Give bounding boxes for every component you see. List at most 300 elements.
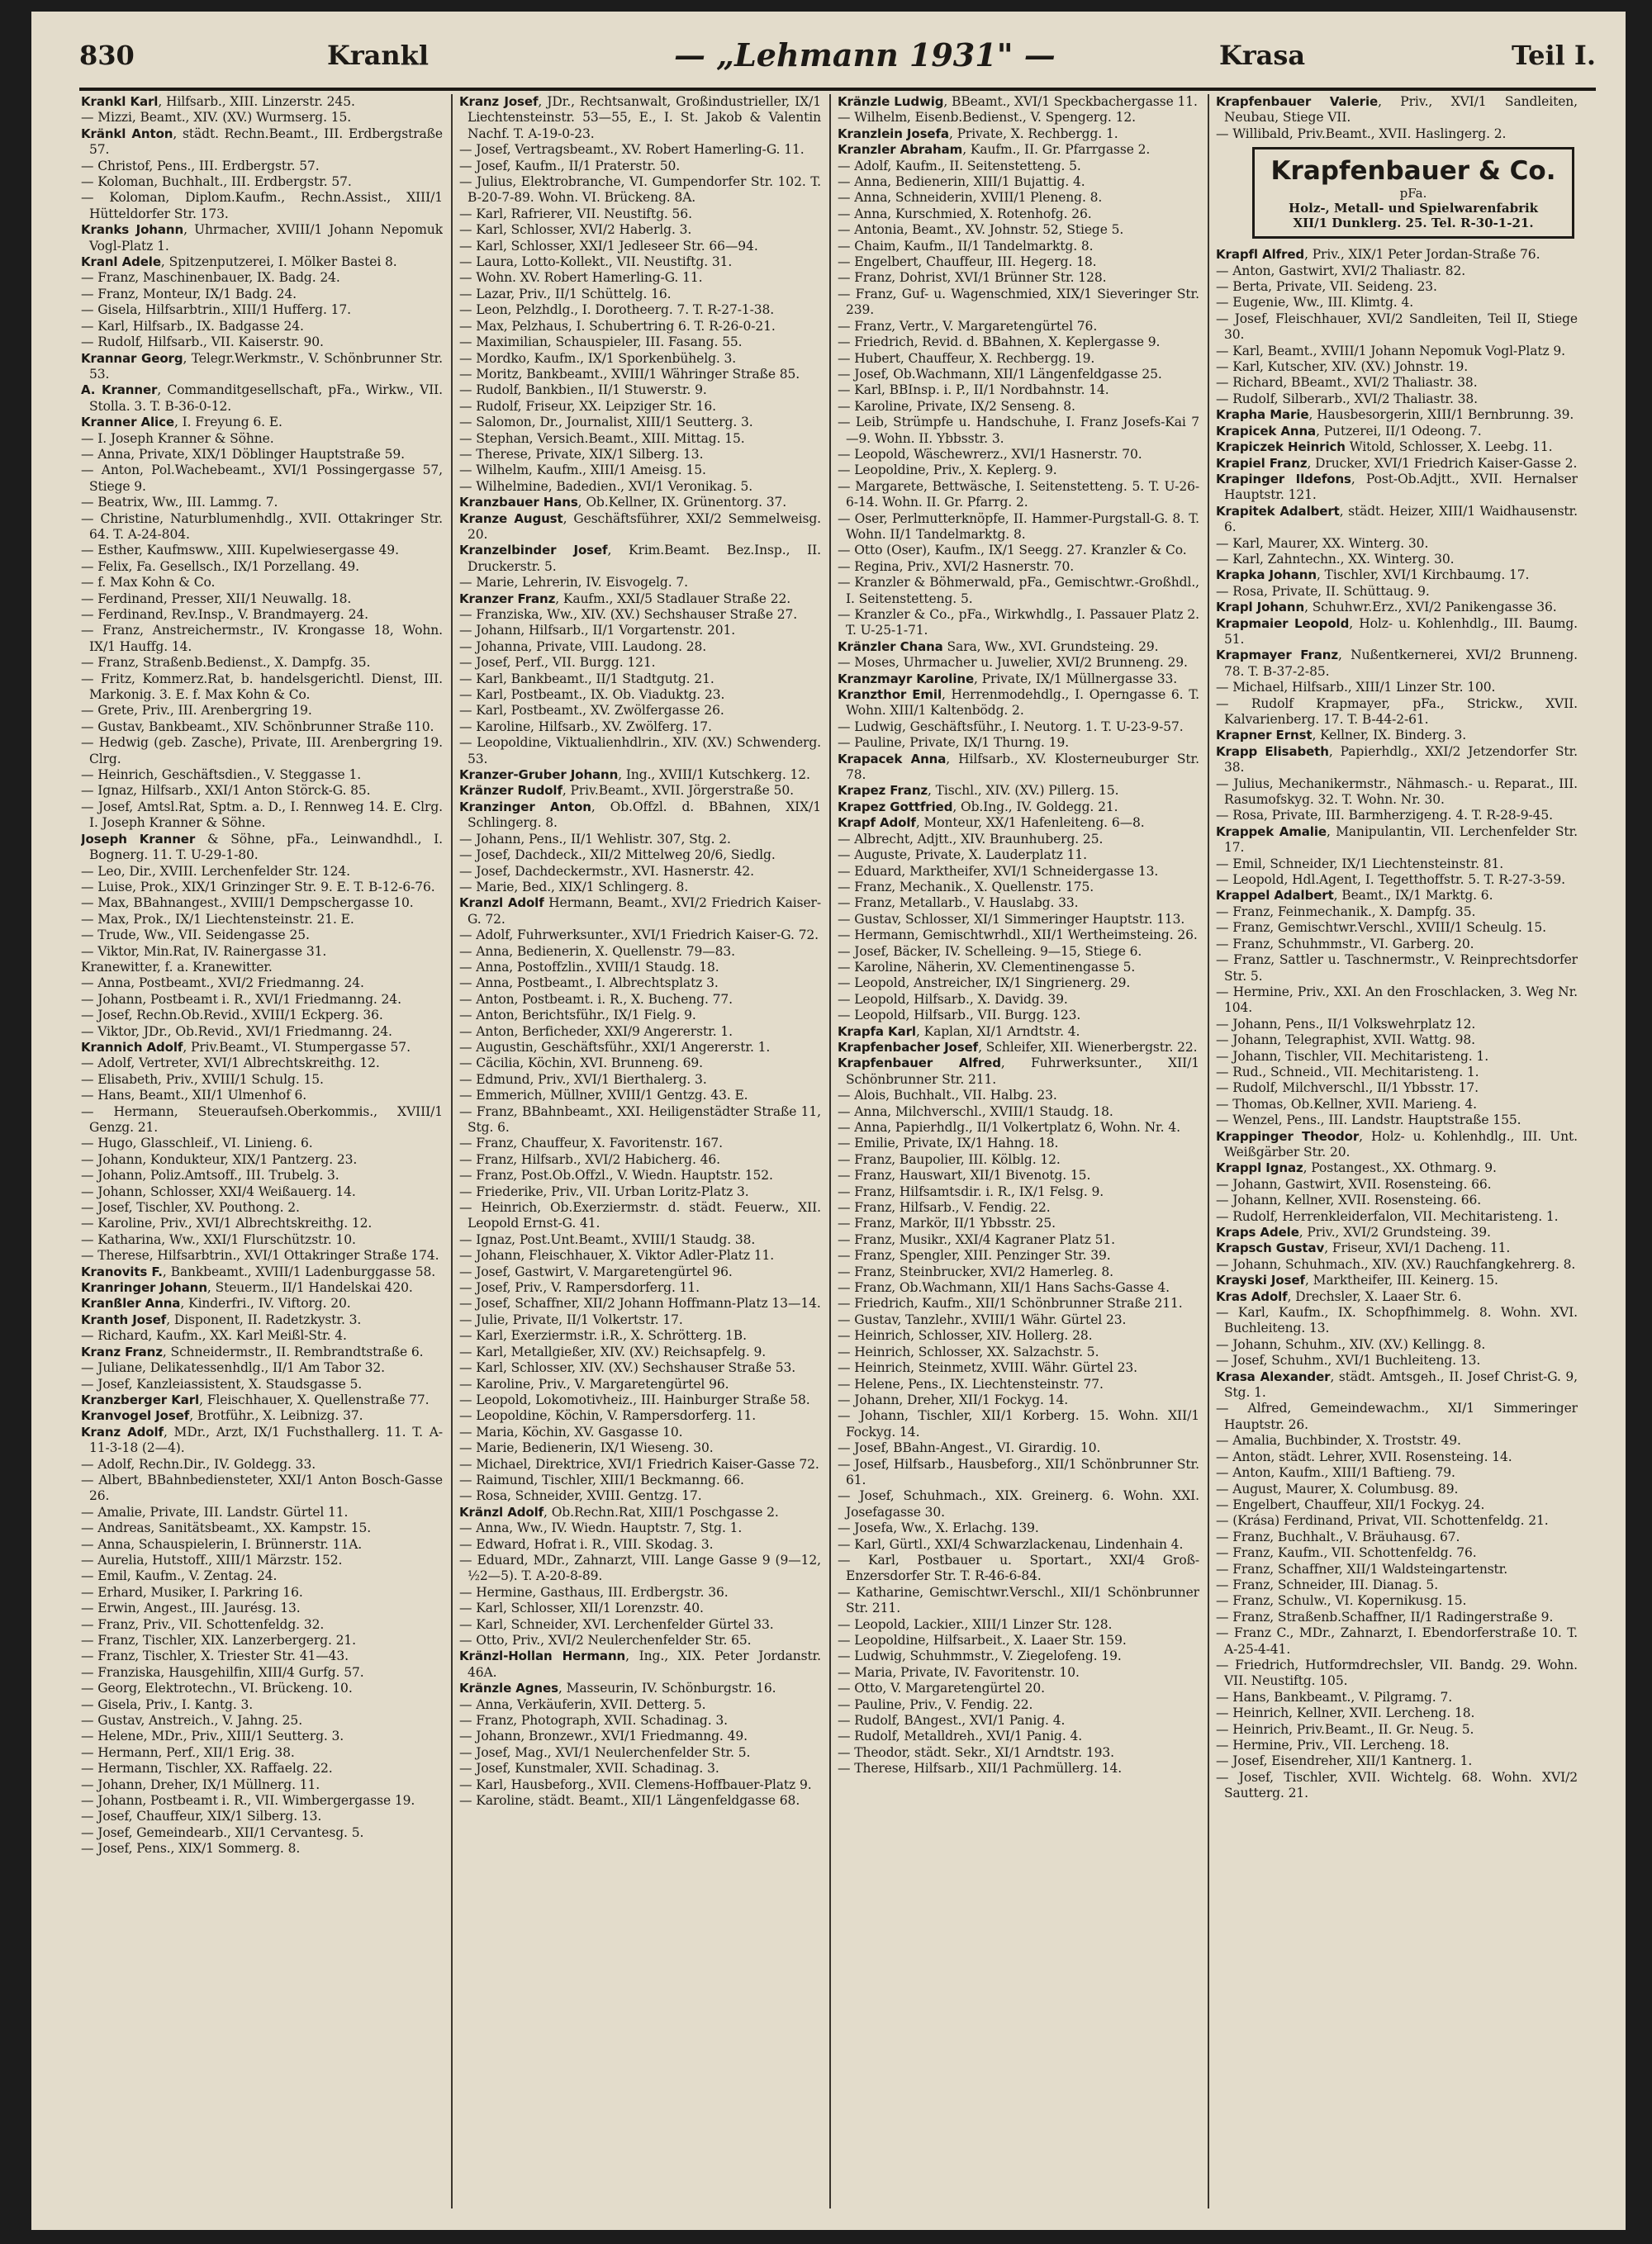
directory-entry: — Emilie, Private, IX/1 Hahng. 18. — [838, 1136, 1059, 1151]
directory-entry: — Gisela, Priv., I. Kantg. 3. — [81, 1696, 254, 1712]
directory-entry: Krapmayer Franz, Nußentkernerei, XVI/2 Brunneng. 78. T. B-37-2-85. — [1216, 648, 1578, 679]
directory-entry: — Leopoldine, Viktualienhdlrin., XIV. (XV.) Schwenderg. 53. — [459, 735, 821, 766]
directory-entry: — Kranzler & Co., pFa., Wirkwhdlg., I. Passauer Platz 2. T. U-25-1-71. — [838, 607, 1199, 638]
directory-entry: — Franz, Photograph, XVII. Schadinag. 3. — [459, 1713, 728, 1729]
directory-entry: — Franz, Markör, II/1 Ybbsstr. 25. — [838, 1216, 1056, 1231]
directory-entry: — Leon, Pelzhdlg., I. Dorotheerg. 7. T. R-27-1-38. — [459, 302, 775, 318]
directory-entry: Krappl Ignaz, Postangest., XX. Othmarg. 9. — [1216, 1160, 1497, 1176]
directory-entry: — Josef, Dachdeckermstr., XVI. Hasnerstr. 42. — [459, 863, 754, 879]
directory-entry: — Hermann, Tischler, XX. Raffaelg. 22. — [81, 1761, 333, 1777]
directory-entry: — Otto (Oser), Kaufm., IX/1 Seegg. 27. Kranzler & Co. — [838, 543, 1187, 558]
directory-entry: Kranzelbinder Josef, Krim.Beamt. Bez.Insp., II. Druckerstr. 5. — [459, 543, 821, 574]
directory-entry: — Karl, Schlosser, XII/1 Lorenzstr. 40. — [459, 1601, 704, 1616]
directory-entry: — Rudolf, Herrenkleiderfalon, VII. Mechitaristeng. 1. — [1216, 1208, 1559, 1224]
directory-entry: — Max, BBahnangest., XVIII/1 Dempschergasse 10. — [81, 895, 414, 911]
column-1 — [81, 94, 443, 2208]
directory-entry: — Josef, Bäcker, IV. Schelleing. 9—15, Stiege 6. — [838, 943, 1142, 959]
directory-entry: — Josef, BBahn-Angest., VI. Girardig. 10. — [838, 1440, 1101, 1456]
directory-entry: — Franz, Tischler, X. Triester Str. 41—43. — [81, 1649, 349, 1664]
directory-entry: — Andreas, Sanitätsbeamt., XX. Kampstr. 15. — [81, 1521, 372, 1536]
directory-entry: — Karl, Schneider, XVI. Lerchenfelder Gürtel 33. — [459, 1616, 774, 1632]
directory-entry: — Josef, Chauffeur, XIX/1 Silberg. 13. — [81, 1809, 322, 1824]
directory-entry: — Franz, Post.Ob.Offzl., V. Wiedn. Hauptstr. 152. — [459, 1168, 773, 1184]
directory-entry: Kränzer Rudolf, Priv.Beamt., XVII. Jörgerstraße 50. — [459, 783, 794, 799]
directory-entry: — Georg, Elektrotechn., VI. Brückeng. 10. — [81, 1681, 353, 1696]
directory-entry: — Josef, Dachdeck., XII/2 Mittelweg 20/6, Siedlg. — [459, 847, 776, 863]
directory-entry: — Josef, Gemeindearb., XII/1 Cervantesg. 5. — [81, 1824, 364, 1840]
directory-entry: Krannar Georg, Telegr.Werkmstr., V. Schönbrunner Str. 53. — [81, 350, 443, 382]
directory-entry: — Josef, Tischler, XV. Pouthong. 2. — [81, 1200, 300, 1216]
directory-entry: — Josef, Schuhm., XVI/1 Buchleiteng. 13. — [1216, 1353, 1481, 1369]
directory-entry: — Anton, Gastwirt, XVI/2 Thaliastr. 82. — [1216, 263, 1466, 278]
directory-entry: — Johann, Poliz.Amtsoff., III. Trubelg. 3. — [81, 1168, 339, 1184]
directory-entry: — Leopold, Wäschewrerz., XVI/1 Hasnerstr. 70. — [838, 446, 1142, 462]
directory-entry: Kraps Adele, Priv., XVI/2 Grundsteing. 39. — [1216, 1225, 1491, 1240]
directory-entry: — Marie, Lehrerin, IV. Eisvogelg. 7. — [459, 575, 688, 591]
directory-entry: — Josefa, Ww., X. Erlachg. 139. — [838, 1521, 1039, 1536]
directory-entry: — Edward, Hofrat i. R., VIII. Skodag. 3. — [459, 1536, 714, 1552]
directory-entry: Kranzmayr Karoline, Private, IX/1 Müllnergasse 33. — [838, 671, 1178, 686]
directory-entry: Krapicek Anna, Putzerei, II/1 Odeong. 7. — [1216, 423, 1482, 439]
directory-entry: — Josef, Kunstmaler, XVII. Schadinag. 3. — [459, 1761, 719, 1777]
directory-entry: — Johann, Hilfsarb., II/1 Vorgartenstr. 201. — [459, 623, 736, 638]
directory-entry: — Josef, Hilfsarb., Hausbeforg., XII/1 Schönbrunner Str. 61. — [838, 1456, 1199, 1487]
directory-entry: — Antonia, Beamt., XV. Johnstr. 52, Stiege 5. — [838, 222, 1124, 238]
directory-entry: — Karl, Schlosser, XIV. (XV.) Sechshauser Straße 53. — [459, 1360, 796, 1376]
directory-entry: — Ludwig, Schuhmmstr., V. Ziegelofeng. 19. — [838, 1649, 1122, 1664]
directory-entry: — Ignaz, Post.Unt.Beamt., XVIII/1 Staudg. 38. — [459, 1231, 756, 1247]
directory-entry: — Johann, Bronzewr., XVI/1 Friedmanng. 49. — [459, 1729, 748, 1744]
directory-entry: Kranze August, Geschäftsführer, XXI/2 Semmelweisg. 20. — [459, 510, 821, 542]
directory-entry: Krappek Amalie, Manipulantin, VII. Lerchenfelder Str. 17. — [1216, 823, 1578, 856]
directory-entry: — Friederike, Priv., VII. Urban Loritz-Platz 3. — [459, 1184, 749, 1199]
directory-entry: Kränzl Adolf, Ob.Rechn.Rat, XIII/1 Poschgasse 2. — [459, 1504, 779, 1520]
directory-entry: — Johann, Schuhm., XIV. (XV.) Kellingg. 8. — [1216, 1336, 1486, 1352]
directory-entry: Kranringer Johann, Steuerm., II/1 Handelskai 420. — [81, 1280, 413, 1296]
directory-entry: Krapez Franz, Tischl., XIV. (XV.) Pillerg. 15. — [838, 783, 1119, 799]
directory-entry: — Anton, Berficheder, XXI/9 Angererstr. 1. — [459, 1023, 733, 1039]
directory-entry: — Max, Prok., IX/1 Liechtensteinstr. 21. E. — [81, 911, 354, 927]
directory-entry: — Karl, Schlosser, XXI/1 Jedleseer Str. 66—94. — [459, 238, 758, 254]
directory-entry: — Anna, Ww., IV. Wiedn. Hauptstr. 7, Stg. 1. — [459, 1521, 743, 1536]
directory-entry: — Franz, Steinbrucker, XVI/2 Hamerleg. 8. — [838, 1264, 1113, 1279]
directory-entry: — Margarete, Bettwäsche, I. Seitenstetteng. 5. T. U-26-6-14. Wohn. II. Gr. Pfarrg. 2. — [838, 478, 1199, 510]
directory-entry: — Anton, Pol.Wachebeamt., XVI/1 Possingergasse 57, Stiege 9. — [81, 463, 443, 494]
directory-entry: — Johann, Dreher, IX/1 Müllnerg. 11. — [81, 1777, 320, 1792]
directory-entry: Krapfenbauer Alfred, Fuhrwerksunter., XII/1 Schönbrunner Str. 211. — [838, 1056, 1199, 1087]
directory-entry: Krapf Adolf, Monteur, XX/1 Hafenleiteng. 6—8. — [838, 815, 1145, 831]
ad-company-type: pFa. — [1399, 186, 1427, 202]
directory-entry: — Rudolf, BAngest., XVI/1 Panig. 4. — [838, 1713, 1066, 1729]
directory-entry: — Juliane, Delikatessenhdlg., II/1 Am Tabor 32. — [81, 1360, 385, 1376]
column-divider — [829, 94, 831, 2208]
directory-entry: — Anna, Milchverschl., XVIII/1 Staudg. 18. — [838, 1103, 1113, 1119]
directory-entry: — August, Maurer, X. Columbusg. 89. — [1216, 1481, 1459, 1497]
directory-entry: — Richard, Kaufm., XX. Karl Meißl-Str. 4. — [81, 1328, 347, 1344]
column-divider — [1208, 94, 1209, 2208]
directory-entry: — Edmund, Priv., XVI/1 Bierthalerg. 3. — [459, 1071, 707, 1087]
directory-entry: — Karl, Maurer, XX. Winterg. 30. — [1216, 535, 1429, 551]
directory-entry: — Heinrich, Kellner, XVII. Lercheng. 18. — [1216, 1706, 1475, 1721]
directory-entry: — Chaim, Kaufm., II/1 Tandelmarktg. 8. — [838, 238, 1094, 254]
directory-page — [31, 12, 1626, 2230]
directory-entry: — Franz, Hilfsarb., XVI/2 Habicherg. 46. — [459, 1151, 720, 1167]
directory-entry: — Pauline, Private, IX/1 Thurng. 19. — [838, 735, 1070, 751]
directory-entry: Krapacek Anna, Hilfsarb., XV. Klosterneuburger Str. 78. — [838, 751, 1199, 783]
directory-entry: — Franz, Priv., VII. Schottenfeldg. 32. — [81, 1616, 325, 1632]
directory-entry: — Albrecht, Adjtt., XIV. Braunhuberg. 25. — [838, 831, 1104, 847]
directory-entry: Kränzle Ludwig, BBeamt., XVI/1 Speckbachergasse 11. — [838, 94, 1198, 109]
directory-entry: — Anna, Private, XIX/1 Döblinger Hauptstraße 59. — [81, 446, 405, 462]
directory-entry: — Michael, Hilfsarb., XIII/1 Linzer Str. 100. — [1216, 680, 1496, 695]
directory-entry: — Franz, Ob.Wachmann, XII/1 Hans Sachs-Gasse 4. — [838, 1280, 1170, 1296]
directory-entry: — Alois, Buchhalt., VII. Halbg. 23. — [838, 1088, 1057, 1103]
directory-entry: — Karl, Postbeamt., XV. Zwölfergasse 26. — [459, 703, 724, 719]
directory-entry: — Raimund, Tischler, XIII/1 Beckmanng. 66. — [459, 1472, 744, 1487]
directory-entry: Kranzinger Anton, Ob.Offzl. d. BBahnen, XIX/1 Schlingerg. 8. — [459, 799, 821, 831]
directory-entry: — Johanna, Private, VIII. Laudong. 28. — [459, 638, 707, 654]
directory-entry: Krapmaier Leopold, Holz- u. Kohlenhdlg., III. Baumg. 51. — [1216, 615, 1578, 647]
directory-entry: — Karl, Metallgießer, XIV. (XV.) Reichsapfelg. 9. — [459, 1344, 767, 1359]
directory-entry: Kranzlein Josefa, Private, X. Rechbergg. 1. — [838, 126, 1118, 141]
directory-entry: — Elisabeth, Priv., XVIII/1 Schulg. 15. — [81, 1071, 324, 1087]
directory-entry: Kränzle Agnes, Masseurin, IV. Schönburgstr. 16. — [459, 1681, 776, 1696]
directory-entry: — Eduard, MDr., Zahnarzt, VIII. Lange Gasse 9 (9—12, ½2—5). T. A-20-8-89. — [459, 1552, 821, 1584]
directory-entry: — Marie, Bed., XIX/1 Schlingerg. 8. — [459, 879, 689, 894]
directory-entry: — Franz, Vertr., V. Margaretengürtel 76. — [838, 318, 1098, 334]
directory-entry: — Emmerich, Müllner, XVIII/1 Gentzg. 43. E. — [459, 1088, 748, 1103]
directory-entry: — Stephan, Versich.Beamt., XIII. Mittag. 15. — [459, 430, 745, 446]
directory-entry: — Berta, Private, VII. Seideng. 23. — [1216, 279, 1437, 295]
directory-entry: — Leopold, Lackier., XIII/1 Linzer Str. 128. — [838, 1616, 1113, 1632]
directory-entry: — Leopold, Hilfsarb., VII. Burgg. 123. — [838, 1008, 1081, 1023]
directory-entry: Kranks Johann, Uhrmacher, XVIII/1 Johann Nepomuk Vogl-Platz 1. — [81, 222, 443, 254]
directory-entry: Kranßler Anna, Kinderfri., IV. Viftorg. 20. — [81, 1296, 351, 1312]
directory-entry: — Hugo, Glasschleif., VI. Linieng. 6. — [81, 1136, 313, 1151]
directory-entry: — Anton, städt. Lehrer, XVII. Rosensteing. 14. — [1216, 1449, 1512, 1464]
directory-entry: — Regina, Priv., XVI/2 Hasnerstr. 70. — [838, 558, 1075, 574]
directory-entry: Kranth Josef, Disponent, II. Radetzkystr. 3. — [81, 1312, 362, 1327]
directory-entry: — Rudolf Krapmayer, pFa., Strickw., XVII. Kalvarienberg. 17. T. B-44-2-61. — [1216, 695, 1578, 727]
directory-entry: — Viktor, JDr., Ob.Revid., XVI/1 Friedmanng. 24. — [81, 1023, 392, 1039]
directory-entry: — Hermann, Perf., XII/1 Erig. 38. — [81, 1744, 295, 1760]
left-running-head: Krankl — [327, 40, 429, 71]
directory-entry: — Rudolf, Hilfsarb., VII. Kaiserstr. 90. — [81, 334, 324, 350]
directory-entry: — Rudolf, Silberarb., XVI/2 Thaliastr. 38. — [1216, 391, 1478, 406]
directory-entry: — Laura, Lotto-Kollekt., VII. Neustiftg. 31. — [459, 254, 733, 270]
directory-entry: — Josef, Kanzleiassistent, X. Staudsgasse 5. — [81, 1376, 363, 1392]
directory-entry: — Josef, Vertragsbeamt., XV. Robert Hamerling-G. 11. — [459, 142, 805, 158]
directory-entry: — Johann, Dreher, XII/1 Fockyg. 14. — [838, 1392, 1069, 1407]
directory-entry: — Hubert, Chauffeur, X. Rechbergg. 19. — [838, 350, 1095, 366]
directory-entry: — Franz, Straßenb.Schaffner, II/1 Radingerstraße 9. — [1216, 1609, 1554, 1625]
directory-entry: — Heinrich, Ob.Exerziermstr. d. städt. Feuerw., XII. Leopold Ernst-G. 41. — [459, 1200, 821, 1231]
advertisement-box — [1252, 147, 1574, 239]
directory-entry: — Emil, Schneider, IX/1 Liechtensteinstr. 81. — [1216, 856, 1504, 871]
directory-entry: — Katharina, Ww., XXI/1 Flurschützstr. 10. — [81, 1231, 356, 1247]
directory-entry: — Rud., Schneid., VII. Mechitaristeng. 1. — [1216, 1064, 1479, 1079]
directory-entry: Krapsch Gustav, Friseur, XVI/1 Dacheng. 11. — [1216, 1241, 1511, 1256]
directory-entry: — Wenzel, Pens., III. Landstr. Hauptstraße 155. — [1216, 1113, 1521, 1128]
directory-entry: — Adolf, Vertreter, XVI/1 Albrechtskreithg. 12. — [81, 1056, 380, 1071]
directory-entry: — Leib, Strümpfe u. Handschuhe, I. Franz Josefs-Kai 7—9. Wohn. II. Ybbsstr. 3. — [838, 415, 1199, 446]
directory-entry: — Erwin, Angest., III. Jaurésg. 13. — [81, 1601, 301, 1616]
directory-entry: — Friedrich, Revid. d. BBahnen, X. Keplergasse 9. — [838, 334, 1161, 350]
directory-entry: — Franz, Baupolier, III. Kölblg. 12. — [838, 1151, 1061, 1167]
directory-entry: — f. Max Kohn & Co. — [81, 575, 216, 591]
directory-entry: — Julius, Elektrobranche, VI. Gumpendorfer Str. 102. T. B-20-7-89. Wohn. VI. Brückeng. 8A. — [459, 174, 821, 206]
directory-entry: — Franz, Dohrist, XVI/1 Brünner Str. 128. — [838, 270, 1107, 286]
directory-title: — „Lehmann 1931" — — [674, 36, 1056, 74]
ad-business: Holz-, Metall- und Spielwarenfabrik — [1288, 201, 1539, 216]
directory-entry: — Johann, Fleischhauer, X. Viktor Adler-Platz 11. — [459, 1248, 775, 1264]
directory-entry: — Karl, Hausbeforg., XVII. Clemens-Hoffbauer-Platz 9. — [459, 1777, 812, 1792]
column-2 — [459, 94, 821, 2208]
directory-entry: — Lazar, Priv., II/1 Schüttelg. 16. — [459, 286, 672, 301]
directory-entry: — Karoline, Private, IX/2 Senseng. 8. — [838, 398, 1075, 414]
directory-entry: Kränzler Chana Sara, Ww., XVI. Grundsteing. 29. — [838, 638, 1159, 654]
directory-entry: — Johann, Tischler, VII. Mechitaristeng. 1. — [1216, 1048, 1489, 1064]
directory-entry: — Kranzler & Böhmerwald, pFa., Gemischtwr.-Großhdl., I. Seitenstetteng. 5. — [838, 575, 1199, 606]
directory-entry: — Karl, Rafrierer, VII. Neustiftg. 56. — [459, 206, 692, 221]
directory-entry: A. Kranner, Commanditgesellschaft, pFa., Wirkw., VII. Stolla. 3. T. B-36-0-12. — [81, 382, 443, 414]
directory-entry: — Josef, Fleischhauer, XVI/2 Sandleiten, Teil II, Stiege 30. — [1216, 311, 1578, 343]
directory-entry: — Franz, Anstreichermstr., IV. Krongasse 18, Wohn. IX/1 Hauffg. 14. — [81, 623, 443, 654]
directory-entry: — Karl, BBInsp. i. P., II/1 Nordbahnstr. 14. — [838, 382, 1109, 398]
directory-entry: — Eugenie, Ww., III. Klimtg. 4. — [1216, 295, 1414, 311]
directory-entry: — Wilhelm, Kaufm., XIII/1 Ameisg. 15. — [459, 463, 706, 478]
directory-entry: — Leo, Dir., XVIII. Lerchenfelder Str. 124. — [81, 863, 351, 879]
directory-entry: — Franziska, Ww., XIV. (XV.) Sechshauser Straße 27. — [459, 607, 798, 622]
directory-entry: — Anna, Postbeamt., XVI/2 Friedmanng. 24. — [81, 975, 364, 991]
directory-entry: — Josef, Pens., XIX/1 Sommerg. 8. — [81, 1841, 301, 1857]
directory-entry: — Moritz, Bankbeamt., XVIII/1 Währinger Straße 85. — [459, 366, 800, 382]
directory-entry: — Franz, Hauswart, XII/1 Bivenotg. 15. — [838, 1168, 1091, 1184]
directory-entry: — Anna, Papierhdlg., II/1 Volkertplatz 6, Wohn. Nr. 4. — [838, 1120, 1180, 1135]
directory-entry: — Hans, Bankbeamt., V. Pilgramg. 7. — [1216, 1689, 1453, 1705]
directory-entry: — Karoline, Priv., XVI/1 Albrechtskreithg. 12. — [81, 1216, 373, 1231]
directory-entry: — Josef, Perf., VII. Burgg. 121. — [459, 655, 656, 671]
directory-entry: — Eduard, Marktheifer, XVI/1 Schneidergasse 13. — [838, 863, 1159, 879]
directory-entry: — Johann, Pens., II/1 Wehlistr. 307, Stg. 2. — [459, 831, 731, 847]
directory-entry: — Josef, Mag., XVI/1 Neulerchenfelder Str. 5. — [459, 1744, 751, 1760]
directory-entry: — Hermine, Priv., VII. Lercheng. 18. — [1216, 1738, 1450, 1753]
directory-entry: — Friedrich, Kaufm., XII/1 Schönbrunner Straße 211. — [838, 1296, 1183, 1312]
directory-entry: — Karoline, Priv., V. Margaretengürtel 96. — [459, 1376, 729, 1392]
directory-entry: — Josef, Schaffner, XII/2 Johann Hoffmann-Platz 13—14. — [459, 1296, 821, 1312]
directory-entry: — Adolf, Rechn.Dir., IV. Goldegg. 33. — [81, 1456, 316, 1472]
directory-entry: — Heinrich, Steinmetz, XVIII. Währ. Gürtel 23. — [838, 1360, 1137, 1376]
directory-entry: — Aurelia, Hutstoff., XIII/1 Märzstr. 152. — [81, 1552, 343, 1568]
directory-entry: Kranewitter, f. a. Kranewitter. — [81, 959, 273, 975]
directory-entry: — Katharine, Gemischtwr.Verschl., XII/1 Schönbrunner Str. 211. — [838, 1584, 1199, 1616]
directory-entry: — Karl, Exerziermstr. i.R., X. Schrötterg. 1B. — [459, 1328, 747, 1344]
directory-entry: — Hermine, Gasthaus, III. Erdbergstr. 36. — [459, 1584, 729, 1600]
directory-entry: Kranl Adele, Spitzenputzerei, I. Mölker Bastei 8. — [81, 254, 397, 270]
directory-entry: — Anna, Bedienerin, X. Quellenstr. 79—83. — [459, 943, 735, 959]
directory-entry: — Karl, Kaufm., IX. Schopfhimmelg. 8. Wohn. XVI. Buchleiteng. 13. — [1216, 1305, 1578, 1336]
directory-entry: — Johann, Kellner, XVII. Rosensteing. 66. — [1216, 1193, 1482, 1208]
directory-entry: — Engelbert, Chauffeur, XII/1 Fockyg. 24. — [1216, 1497, 1485, 1512]
directory-entry: — Franz C., MDr., Zahnarzt, I. Ebendorferstraße 10. T. A-25-4-41. — [1216, 1625, 1578, 1657]
directory-entry: — Amalie, Private, III. Landstr. Gürtel 11. — [81, 1504, 349, 1520]
directory-entry: Krapp Elisabeth, Papierhdlg., XXI/2 Jetzendorfer Str. 38. — [1216, 743, 1578, 776]
directory-entry: Krapka Johann, Tischler, XVI/1 Kirchbaumg. 17. — [1216, 567, 1530, 583]
directory-entry: — Felix, Fa. Gesellsch., IX/1 Porzellang. 49. — [81, 558, 359, 574]
directory-entry: — Rudolf, Milchverschl., II/1 Ybbsstr. 17. — [1216, 1080, 1479, 1096]
directory-entry: — Willibald, Priv.Beamt., XVII. Haslingerg. 2. — [1216, 126, 1507, 141]
directory-entry: Krapez Gottfried, Ob.Ing., IV. Goldegg. 21. — [838, 799, 1118, 814]
directory-entry: — Mordko, Kaufm., IX/1 Sporkenbühelg. 3. — [459, 350, 737, 366]
directory-entry: — Salomon, Dr., Journalist, XIII/1 Seutterg. 3. — [459, 415, 753, 430]
directory-entry: — Rosa, Private, II. Schüttaug. 9. — [1216, 583, 1430, 599]
directory-entry: — Julius, Mechanikermstr., Nähmasch.- u. Reparat., III. Rasumofskyg. 32. T. Wohn. Nr. 30. — [1216, 776, 1578, 808]
directory-entry: — Beatrix, Ww., III. Lammg. 7. — [81, 495, 278, 510]
directory-entry: — Josef, Gastwirt, V. Margaretengürtel 96. — [459, 1264, 733, 1279]
page-number: 830 — [79, 40, 135, 71]
directory-entry: — Friedrich, Hutformdrechsler, VII. Bandg. 29. Wohn. VII. Neustiftg. 105. — [1216, 1657, 1578, 1689]
directory-entry: Krapfl Alfred, Priv., XIX/1 Peter Jordan-Straße 76. — [1216, 247, 1540, 263]
directory-entry: — Moses, Uhrmacher u. Juwelier, XVI/2 Brunneng. 29. — [838, 655, 1188, 671]
directory-entry: — Michael, Direktrice, XVI/1 Friedrich Kaiser-Gasse 72. — [459, 1456, 819, 1472]
directory-entry: Kranz Adolf, MDr., Arzt, IX/1 Fuchsthallerg. 11. T. A-11-3-18 (2—4). — [81, 1424, 443, 1456]
directory-entry: Krapinger Ildefons, Post-Ob.Adjtt., XVII. Hernalser Hauptstr. 121. — [1216, 471, 1578, 503]
directory-entry: — Johann, Schuhmach., XIV. (XV.) Rauchfangkehrerg. 8. — [1216, 1256, 1576, 1272]
directory-entry: — Franz, Schuhmmstr., VI. Garberg. 20. — [1216, 936, 1474, 951]
directory-entry: Joseph Kranner & Söhne, pFa., Leinwandhdl., I. Bognerg. 11. T. U-29-1-80. — [81, 831, 443, 863]
directory-entry: — Anna, Postbeamt., I. Albrechtsplatz 3. — [459, 975, 719, 991]
directory-entry: — Franz, Gemischtwr.Verschl., XVIII/1 Scheulg. 15. — [1216, 920, 1546, 936]
ad-address: XII/1 Dunklerg. 25. Tel. R-30-1-21. — [1293, 216, 1534, 231]
directory-entry: — Josef, Rechn.Ob.Revid., XVIII/1 Eckperg. 36. — [81, 1008, 383, 1023]
directory-entry: — Karoline, Näherin, XV. Clementinengasse 5. — [838, 959, 1136, 975]
directory-entry: Kranzl Adolf Hermann, Beamt., XVI/2 Friedrich Kaiser-G. 72. — [459, 895, 821, 927]
directory-entry: — Josef, Kaufm., II/1 Praterstr. 50. — [459, 158, 681, 173]
directory-entry: Krappinger Theodor, Holz- u. Kohlenhdlg., III. Unt. Weißgärber Str. 20. — [1216, 1128, 1578, 1160]
directory-entry: — Leopoldine, Hilfsarbeit., X. Laaer Str. 159. — [838, 1633, 1127, 1648]
directory-entry: — Julie, Private, II/1 Volkertstr. 17. — [459, 1312, 683, 1327]
directory-entry: Krapner Ernst, Kellner, IX. Binderg. 3. — [1216, 728, 1467, 743]
directory-entry: — Marie, Bedienerin, IX/1 Wieseng. 30. — [459, 1440, 714, 1456]
directory-entry: — Anton, Berichtsführ., IX/1 Fielg. 9. — [459, 1008, 696, 1023]
directory-entry: — Heinrich, Schlosser, XX. Salzachstr. 5. — [838, 1344, 1099, 1359]
directory-entry: — Richard, BBeamt., XVI/2 Thaliastr. 38. — [1216, 375, 1478, 391]
directory-entry: Kranzer-Gruber Johann, Ing., XVIII/1 Kutschkerg. 12. — [459, 767, 810, 783]
directory-entry: — Anna, Kurschmied, X. Rotenhofg. 26. — [838, 206, 1092, 221]
directory-entry: Kranzbauer Hans, Ob.Kellner, IX. Grünentorg. 37. — [459, 495, 787, 510]
part-label: Teil I. — [1511, 40, 1596, 71]
directory-entry: — Anna, Verkäuferin, XVII. Detterg. 5. — [459, 1696, 706, 1712]
directory-entry: — Karl, Bankbeamt., II/1 Stadtgutg. 21. — [459, 671, 714, 686]
directory-entry: — Gustav, Tanzlehr., XVIII/1 Währ. Gürtel 23. — [838, 1312, 1127, 1327]
directory-entry: — Leopold, Anstreicher, IX/1 Singrienerg. 29. — [838, 975, 1131, 991]
directory-entry: Krapl Johann, Schuhwr.Erz., XVI/2 Panikengasse 36. — [1216, 600, 1557, 615]
directory-entry: Kränzl-Hollan Hermann, Ing., XIX. Peter Jordanstr. 46A. — [459, 1649, 821, 1680]
directory-entry: — Josef, Schuhmach., XIX. Greinerg. 6. Wohn. XXI. Josefagasse 30. — [838, 1488, 1199, 1520]
directory-entry: — Adolf, Kaufm., II. Seitenstetteng. 5. — [838, 158, 1081, 173]
directory-entry: Krannich Adolf, Priv.Beamt., VI. Stumpergasse 57. — [81, 1039, 411, 1055]
directory-entry: — (Krása) Ferdinand, Privat, VII. Schottenfeldg. 21. — [1216, 1513, 1549, 1529]
directory-entry: — Erhard, Musiker, I. Parkring 16. — [81, 1584, 303, 1600]
directory-entry: — Johann, Tischler, XII/1 Korberg. 15. Wohn. XII/1 Fockyg. 14. — [838, 1408, 1199, 1440]
directory-entry: Kranzler Abraham, Kaufm., II. Gr. Pfarrgasse 2. — [838, 142, 1151, 158]
directory-entry: — Pauline, Priv., V. Fendig. 22. — [838, 1696, 1033, 1712]
directory-entry: — Karl, Postbeamt., IX. Ob. Viaduktg. 23. — [459, 687, 725, 703]
directory-entry: — Leopold, Lokomotivheiz., III. Hainburger Straße 58. — [459, 1392, 810, 1407]
directory-entry: — Christine, Naturblumenhdlg., XVII. Ottakringer Str. 64. T. A-24-804. — [81, 510, 443, 542]
directory-entry: — Franz, BBahnbeamt., XXI. Heiligenstädter Straße 11, Stg. 6. — [459, 1103, 821, 1135]
directory-entry: — Therese, Hilfsarbtrin., XVI/1 Ottakringer Straße 174. — [81, 1248, 439, 1264]
directory-entry: — Leopoldine, Priv., X. Keplerg. 9. — [838, 463, 1057, 478]
directory-entry: — Franz, Feinmechanik., X. Dampfg. 35. — [1216, 904, 1476, 919]
directory-entry: — Otto, V. Margaretengürtel 20. — [838, 1681, 1045, 1696]
directory-entry: — Ferdinand, Rev.Insp., V. Brandmayerg. 24. — [81, 607, 368, 622]
directory-entry: Krapiel Franz, Drucker, XVI/1 Friedrich Kaiser-Gasse 2. — [1216, 455, 1578, 471]
header-rule — [79, 88, 1596, 91]
directory-entry: — Anna, Schauspielerin, I. Brünnerstr. 11A. — [81, 1536, 363, 1552]
directory-entry: — Franz, Kaufm., VII. Schottenfeldg. 76. — [1216, 1545, 1477, 1561]
directory-entry: — Rudolf, Bankbien., II/1 Stuwerstr. 9. — [459, 382, 707, 398]
directory-entry: Krapitek Adalbert, städt. Heizer, XIII/1 Waidhausenstr. 6. — [1216, 503, 1578, 535]
directory-entry: — Max, Pelzhaus, I. Schubertring 6. T. R-26-0-21. — [459, 318, 776, 334]
directory-entry: — Therese, Hilfsarb., XII/1 Pachmüllerg. 14. — [838, 1761, 1123, 1777]
directory-entry: — Theodor, städt. Sekr., XI/1 Arndtstr. 193. — [838, 1744, 1114, 1760]
directory-entry: — Albert, BBahnbediensteter, XXI/1 Anton Bosch-Gasse 26. — [81, 1472, 443, 1504]
directory-entry: — Esther, Kaufmsww., XIII. Kupelwiesergasse 49. — [81, 543, 399, 558]
directory-entry: — Josef, Tischler, XVII. Wichtelg. 68. Wohn. XVI/2 Sautterg. 21. — [1216, 1769, 1578, 1801]
directory-entry: — Koloman, Buchhalt., III. Erdbergstr. 57. — [81, 174, 352, 190]
directory-entry: — Franz, Hilfsarb., V. Fendig. 22. — [838, 1200, 1051, 1216]
directory-entry: — Augustin, Geschäftsführ., XXI/1 Angererstr. 1. — [459, 1039, 771, 1055]
directory-entry: — Johann, Pens., II/1 Volkswehrplatz 12. — [1216, 1016, 1476, 1032]
directory-entry: — Koloman, Diplom.Kaufm., Rechn.Assist., XIII/1 Hütteldorfer Str. 173. — [81, 190, 443, 221]
directory-entry: — Hermann, Gemischtwrhdl., XII/1 Wertheimsteing. 26. — [838, 927, 1198, 943]
column-4-bottom-entries — [1216, 247, 1578, 1801]
directory-entry: — Hans, Beamt., XII/1 Ulmenhof 6. — [81, 1088, 307, 1103]
directory-entry: — Johann, Telegraphist, XVII. Wattg. 98. — [1216, 1032, 1475, 1048]
directory-entry: Kranner Alice, I. Freyung 6. E. — [81, 415, 282, 430]
directory-entry: — Franz, Mechanik., X. Quellenstr. 175. — [838, 879, 1094, 894]
directory-entry: — Franz, Hilfsamtsdir. i. R., IX/1 Felsg. 9. — [838, 1184, 1104, 1199]
directory-entry: — Hermann, Steueraufseh.Oberkommis., XVIII/1 Genzg. 21. — [81, 1103, 443, 1135]
directory-entry: — Leopoldine, Köchin, V. Rampersdorferg. 11. — [459, 1408, 757, 1424]
right-running-head: Krasa — [1219, 40, 1306, 71]
directory-entry: Krankl Karl, Hilfsarb., XIII. Linzerstr. 245. — [81, 94, 355, 109]
directory-entry: — Mizzi, Beamt., XIV. (XV.) Wurmserg. 15. — [81, 110, 352, 126]
directory-entry: — Franz, Straßenb.Bedienst., X. Dampfg. 35. — [81, 655, 371, 671]
directory-entry: Kranzthor Emil, Herrenmodehdlg., I. Operngasse 6. T. Wohn. XIII/1 Kaltenbödg. 2. — [838, 687, 1199, 719]
directory-entry: — Franz, Chauffeur, X. Favoritenstr. 167. — [459, 1136, 723, 1151]
column-divider — [451, 94, 453, 2208]
directory-entry: Krapfenbacher Josef, Schleifer, XII. Wienerbergstr. 22. — [838, 1039, 1198, 1055]
directory-entry: — Otto, Priv., XVI/2 Neulerchenfelder Str. 65. — [459, 1633, 752, 1648]
directory-entry: Kranzer Franz, Kaufm., XXI/5 Stadlauer Straße 22. — [459, 591, 791, 606]
column-3 — [838, 94, 1199, 2208]
directory-entry: — Johann, Gastwirt, XVII. Rosensteing. 66. — [1216, 1176, 1492, 1192]
directory-entry: Krasa Alexander, städt. Amtsgeh., II. Josef Christ-G. 9, Stg. 1. — [1216, 1369, 1578, 1401]
directory-entry: — Gisela, Hilfsarbtrin., XIII/1 Hufferg. 17. — [81, 302, 351, 318]
directory-entry: — Helene, MDr., Priv., XIII/1 Seutterg. 3. — [81, 1729, 344, 1744]
directory-entry: Kranz Franz, Schneidermstr., II. Rembrandtstraße 6. — [81, 1344, 424, 1359]
directory-entry: — I. Joseph Kranner & Söhne. — [81, 430, 274, 446]
directory-entry: — Karoline, Hilfsarb., XV. Zwölferg. 17. — [459, 719, 712, 734]
directory-entry: — Franziska, Hausgehilfin, XIII/4 Gurfg. 57. — [81, 1664, 364, 1680]
directory-entry: — Anton, Kaufm., XIII/1 Baftieng. 79. — [1216, 1465, 1455, 1481]
directory-entry: — Franz, Schneider, III. Dianag. 5. — [1216, 1577, 1439, 1592]
directory-entry: Kranz Josef, JDr., Rechtsanwalt, Großindustrieller, IX/1 Liechtensteinstr. 53—55, E., I. St. Jakob & Valentin Nachf. T. A-19-0-23. — [459, 94, 821, 141]
directory-entry: — Franz, Sattler u. Taschnermstr., V. Reinprechtsdorfer Str. 5. — [1216, 952, 1578, 984]
directory-entry: — Johann, Postbeamt i. R., VII. Wimbergergasse 19. — [81, 1793, 415, 1809]
